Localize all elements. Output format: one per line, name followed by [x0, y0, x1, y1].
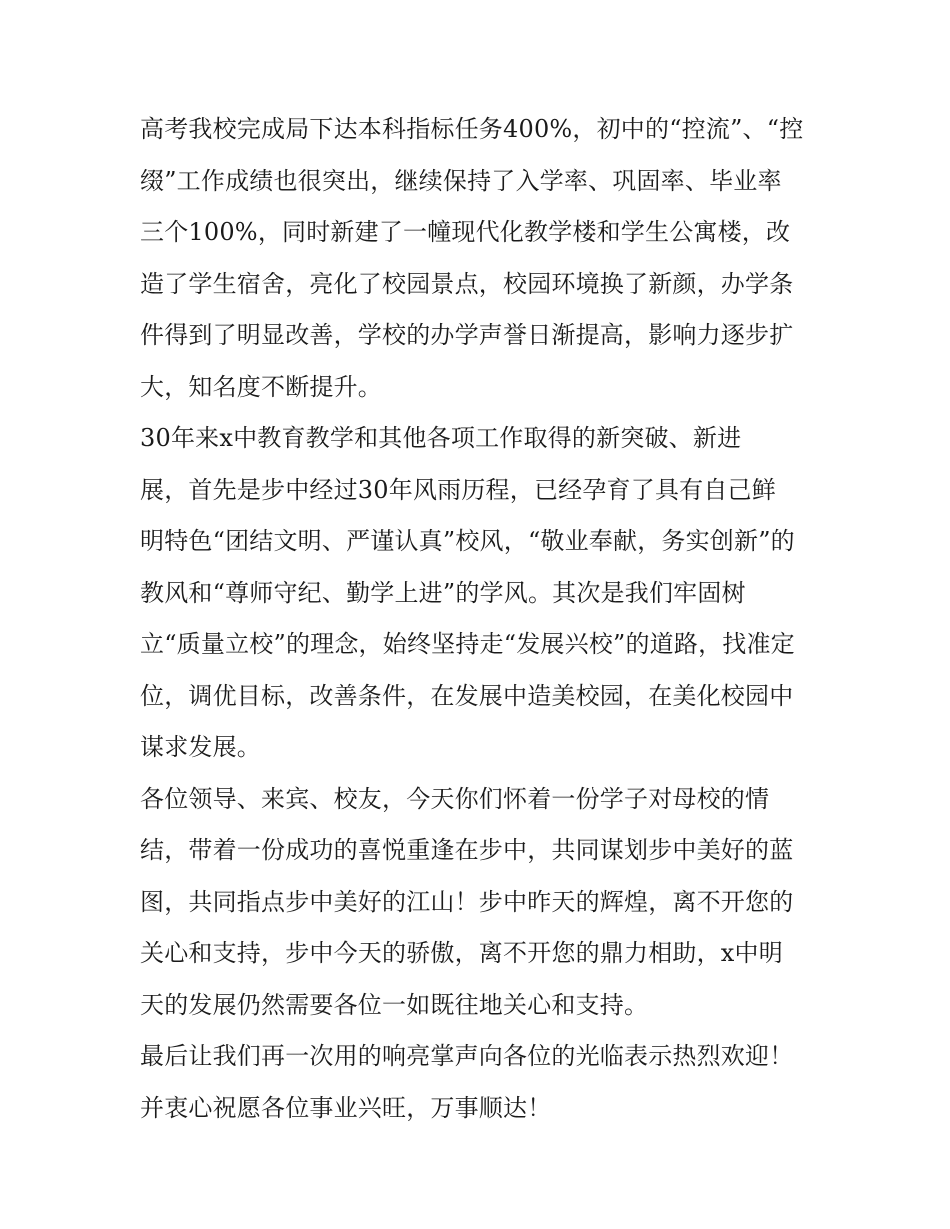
- text-line: 各位领导、来宾、校友，今天你们怀着一份学子对母校的情: [140, 784, 770, 813]
- text-line: 大，知名度不断提升。: [140, 372, 382, 401]
- paragraph-4: [140, 1031, 820, 1134]
- text-line: 高考我校完成局下达本科指标任务400%，初中的“控流”、“控: [140, 115, 804, 143]
- text-line: 缀”工作成绩也很突出，继续保持了入学率、巩固率、毕业率: [140, 166, 782, 195]
- document-body: [140, 104, 820, 1134]
- text-line: 结，带着一份成功的喜悦重逢在步中，共同谋划步中美好的蓝: [140, 836, 794, 864]
- text-line: 并衷心祝愿各位事业兴旺，万事顺达！: [140, 1093, 552, 1122]
- text-line: 明特色“团结文明、严谨认真”校风，“敬业奉献，务实创新”的: [140, 527, 795, 555]
- text-line: 造了学生宿舍，亮化了校园景点，校园环境换了新颜，办学条: [140, 269, 794, 298]
- text-line: 位，调优目标，改善条件，在发展中造美校园，在美化校园中: [140, 681, 794, 710]
- paragraph-3: [140, 774, 820, 1032]
- text-line: 关心和支持，步中今天的骄傲，离不开您的鼎力相助，x中明: [140, 939, 783, 967]
- text-line: 教风和“尊师守纪、勤学上进”的学风。其次是我们牢固树: [140, 578, 746, 607]
- text-line: 件得到了明显改善，学校的办学声誉日渐提高，影响力逐步扩: [140, 321, 794, 349]
- text-line: 展，首先是步中经过30年风雨历程，已经孕育了具有自己鲜: [140, 475, 776, 504]
- text-line: 天的发展仍然需要各位一如既往地关心和支持。: [140, 990, 649, 1019]
- text-line: 图，共同指点步中美好的江山！步中昨天的辉煌，离不开您的: [140, 887, 794, 916]
- text-line: 30年来x中教育教学和其他各项工作取得的新突破、新进: [140, 424, 742, 452]
- paragraph-1: [140, 104, 820, 413]
- text-line: 三个100%，同时新建了一幢现代化教学楼和学生公寓楼，改: [140, 218, 791, 246]
- text-line: 谋求发展。: [140, 733, 261, 761]
- text-line: 最后让我们再一次用的响亮掌声向各位的光临表示热烈欢迎！: [140, 1042, 794, 1070]
- text-line: 立“质量立校”的理念，始终坚持走“发展兴校”的道路，找准定: [140, 630, 795, 658]
- paragraph-2: [140, 413, 820, 774]
